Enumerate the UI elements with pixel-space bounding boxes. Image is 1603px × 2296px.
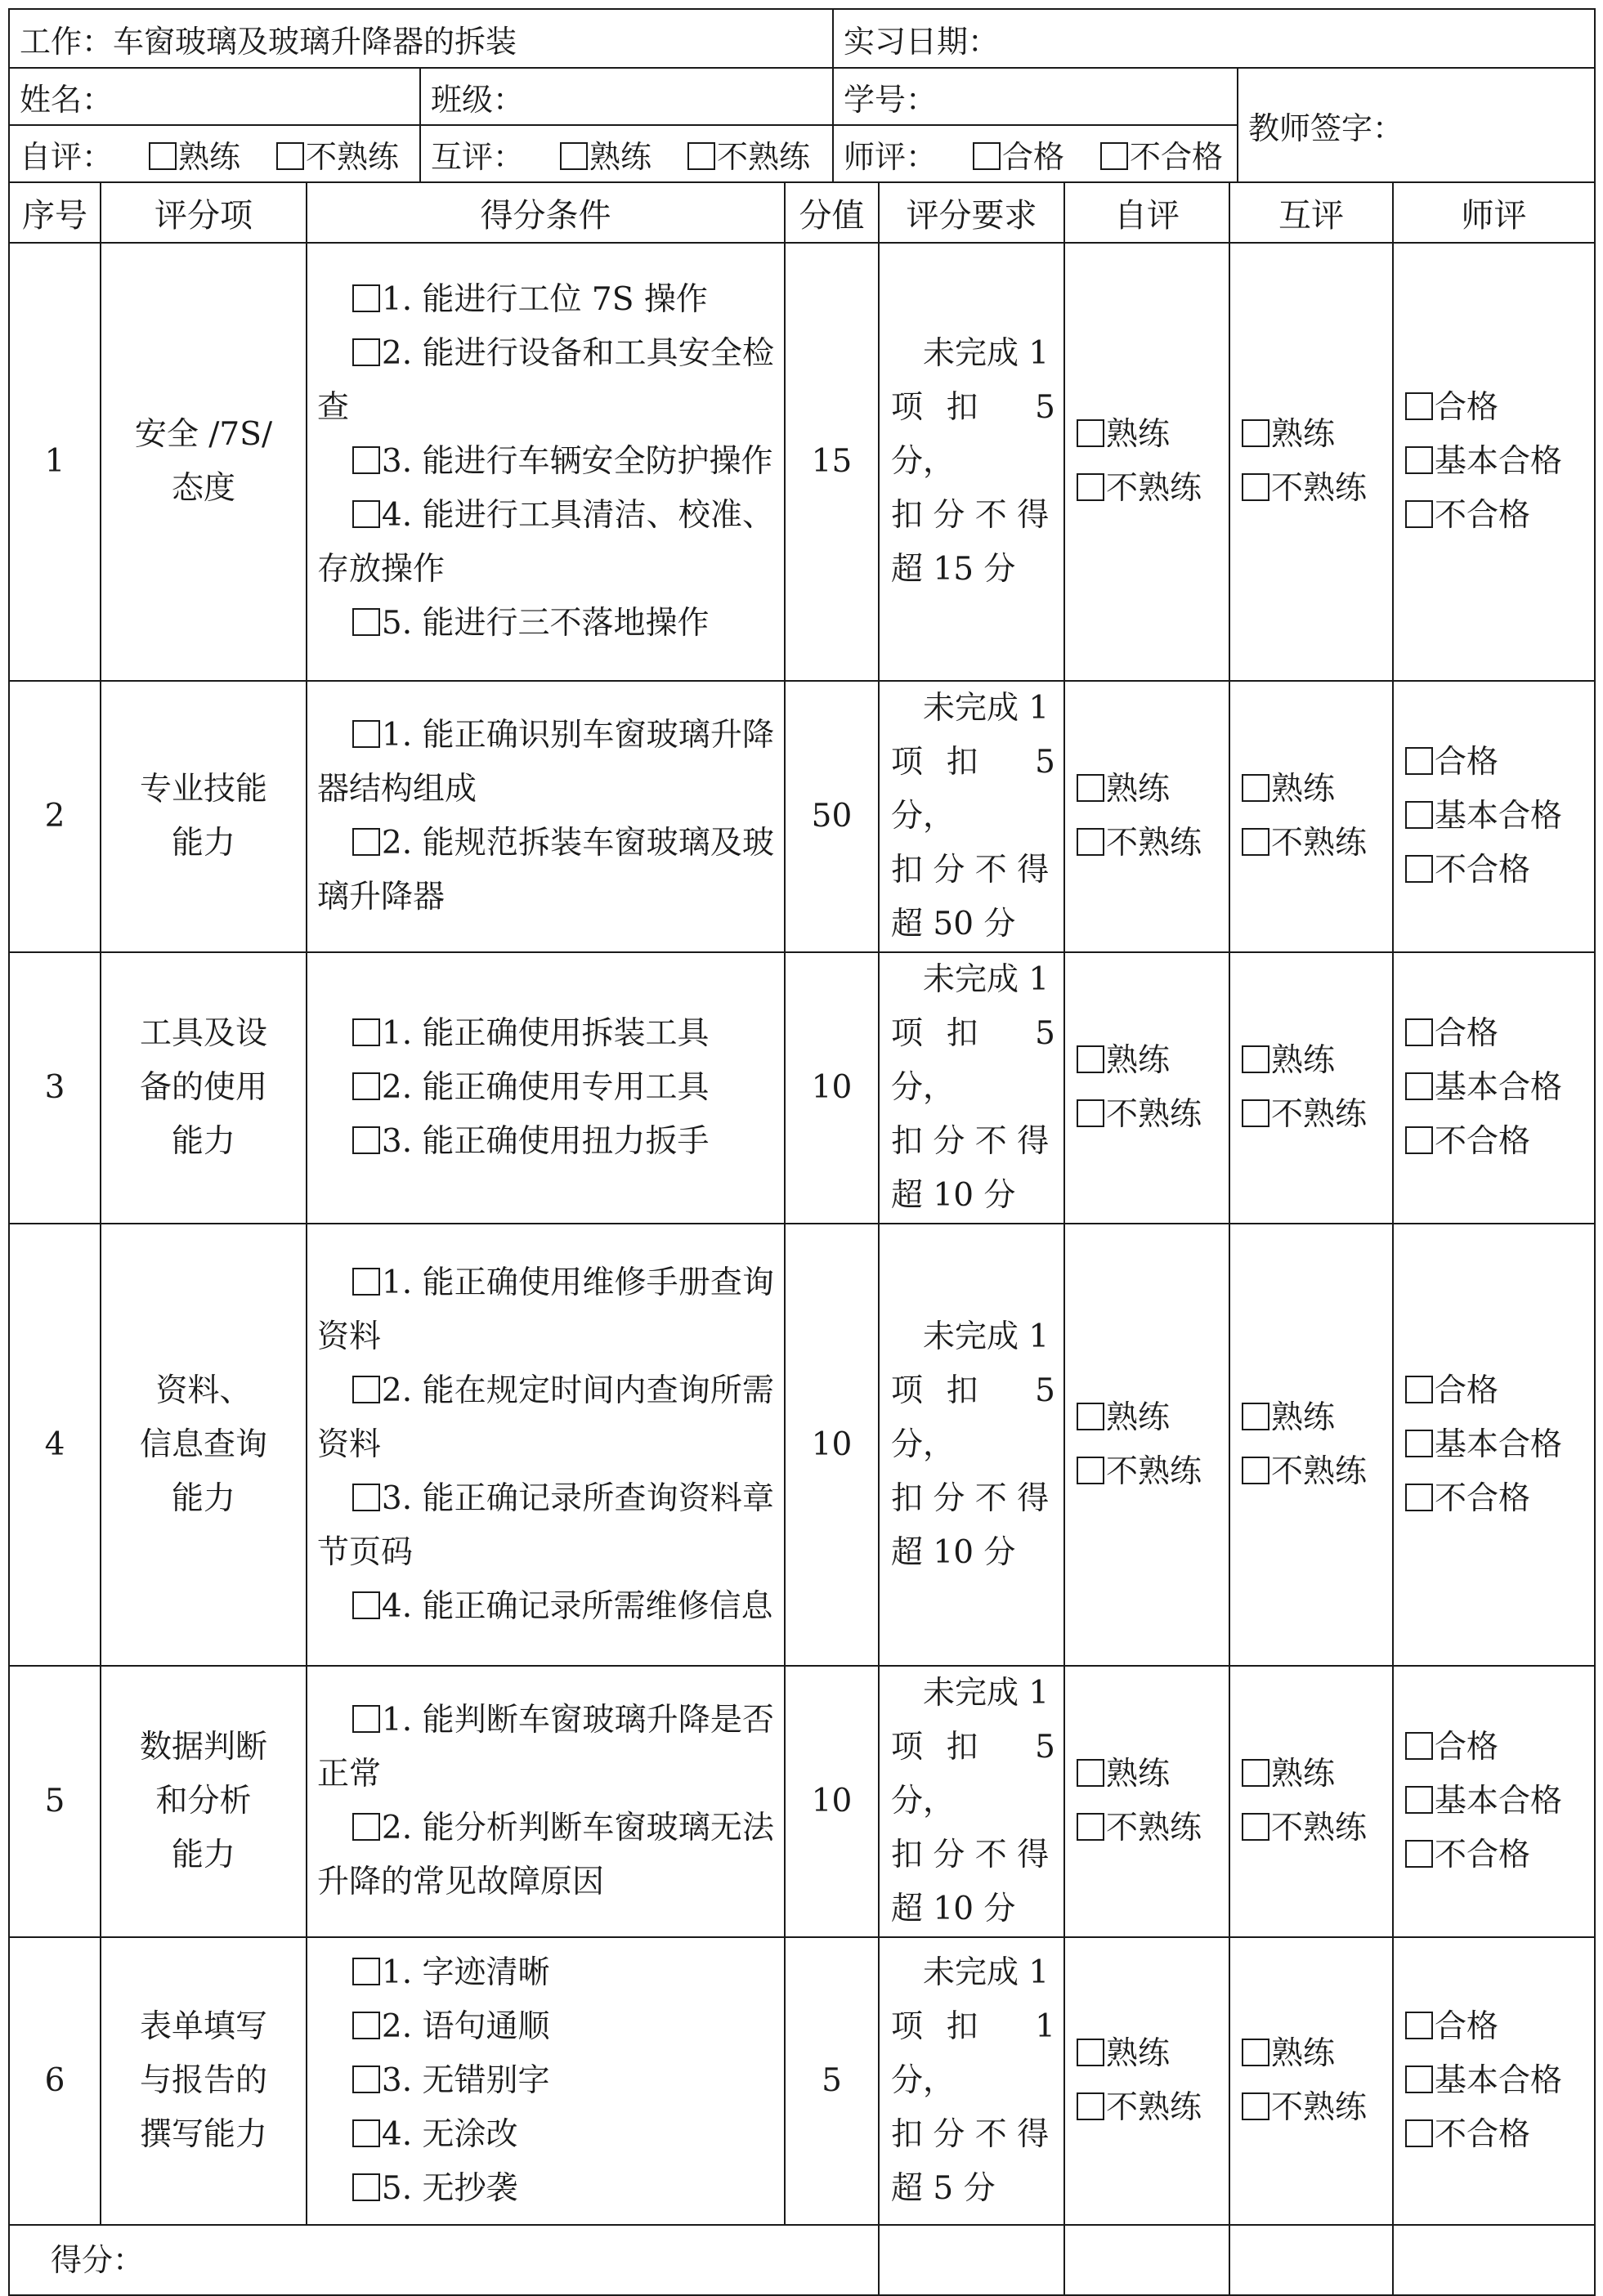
row-self-eval xyxy=(1064,1224,1229,1666)
row-number: 6 xyxy=(9,1937,101,2225)
checkbox-icon[interactable] xyxy=(1077,1403,1104,1430)
row-teacher-eval xyxy=(1393,1224,1595,1666)
checkbox-icon[interactable] xyxy=(1405,801,1433,829)
requirement-line: 扣 分 不 得 xyxy=(891,2116,1050,2153)
condition-item[interactable]: 1. 能正确使用拆装工具 xyxy=(317,1007,774,1061)
checkbox-icon[interactable] xyxy=(352,446,380,474)
col-conditions: 得分条件 xyxy=(307,182,785,243)
checkbox-icon[interactable] xyxy=(1405,1484,1433,1511)
peer-not-proficient-option[interactable]: 不熟练 xyxy=(1242,462,1392,516)
row-item-line: 态度 xyxy=(171,470,235,507)
score-total-row xyxy=(9,2225,1595,2295)
requirement-line: 扣 分 不 得 xyxy=(891,497,1050,534)
requirement-line: 项扣 5 分， xyxy=(891,1015,1055,1106)
checkbox-icon[interactable] xyxy=(352,2119,380,2147)
condition-item[interactable]: 1. 字迹清晰 xyxy=(317,1946,774,2000)
checkbox-icon[interactable] xyxy=(1405,1126,1433,1154)
condition-item[interactable]: 4. 能进行工具清洁、校准、存放操作 xyxy=(317,497,774,588)
score-total-peer-cell[interactable] xyxy=(1229,2225,1393,2295)
requirement-line: 未完成 1 xyxy=(923,1675,1050,1712)
checkbox-icon[interactable] xyxy=(1242,1099,1269,1127)
row-self-eval xyxy=(1064,1937,1229,2225)
work-title: 工作：车窗玻璃及玻璃升降器的拆装 xyxy=(9,9,833,68)
row-number: 2 xyxy=(9,681,101,952)
checkbox-icon[interactable] xyxy=(1242,419,1269,447)
self-proficient-option[interactable]: 熟练 xyxy=(1077,1391,1229,1445)
checkbox-icon[interactable] xyxy=(352,2012,380,2039)
checkbox-icon[interactable] xyxy=(352,1705,380,1733)
requirement-line: 未完成 1 xyxy=(923,961,1050,998)
checkbox-icon[interactable] xyxy=(1405,855,1433,883)
row-score: 10 xyxy=(785,952,879,1224)
condition-item[interactable]: 3. 能正确记录所查询资料章节页码 xyxy=(317,1479,774,1571)
requirement-line: 扣 分 不 得 xyxy=(891,852,1050,888)
peer-proficient-option[interactable]: 熟练 xyxy=(1242,1391,1392,1445)
teacher-fail-option[interactable]: 不合格 xyxy=(1405,2108,1594,2162)
row-item-line: 表单填写 xyxy=(139,2008,267,2045)
row-score: 10 xyxy=(785,1224,879,1666)
self-proficient-option[interactable]: 熟练 xyxy=(1077,1748,1229,1801)
condition-item[interactable]: 2. 能规范拆装车窗玻璃及玻璃升降器 xyxy=(317,825,774,915)
row-requirement xyxy=(879,952,1064,1224)
requirement-line: 项扣 5 分， xyxy=(891,1372,1055,1463)
peer-proficient-option[interactable]: 熟练 xyxy=(1242,1034,1392,1088)
row-peer-eval xyxy=(1229,1224,1393,1666)
checkbox-icon[interactable] xyxy=(1405,1840,1433,1868)
teacher-pass-option[interactable]: 合格 xyxy=(1405,736,1594,790)
teacher-signature-field[interactable]: 教师签字： xyxy=(1238,68,1595,182)
col-requirement: 评分要求 xyxy=(879,182,1064,243)
row-self-eval xyxy=(1064,243,1229,681)
score-total-teacher-cell[interactable] xyxy=(1393,2225,1595,2295)
checkbox-icon[interactable] xyxy=(1077,1813,1104,1841)
checkbox-icon[interactable] xyxy=(1242,1813,1269,1841)
row-item-line: 能力 xyxy=(171,1479,235,1517)
row-item xyxy=(101,952,307,1224)
teacher-fail-option[interactable]: 不合格 xyxy=(1405,1472,1594,1526)
checkbox-icon[interactable] xyxy=(1405,1732,1433,1760)
condition-item[interactable]: 3. 能正确使用扭力扳手 xyxy=(317,1115,774,1169)
row-item xyxy=(101,1937,307,2225)
checkbox-icon[interactable] xyxy=(1405,500,1433,528)
teacher-basic-pass-option[interactable]: 基本合格 xyxy=(1405,1061,1594,1115)
checkbox-icon[interactable] xyxy=(1405,2119,1433,2147)
col-peer: 互评 xyxy=(1229,182,1393,243)
self-not-proficient-option[interactable]: 不熟练 xyxy=(1077,817,1229,871)
checkbox-icon[interactable] xyxy=(560,142,588,170)
checkbox-icon[interactable] xyxy=(1242,828,1269,856)
row-conditions xyxy=(307,243,785,681)
name-field[interactable]: 姓名： xyxy=(9,68,420,125)
teacher-basic-pass-option[interactable]: 基本合格 xyxy=(1405,435,1594,489)
teacher-pass-option[interactable]: 合格 xyxy=(1405,1007,1594,1061)
self-eval-opt1[interactable]: 熟练 xyxy=(149,139,240,175)
condition-item[interactable]: 5. 能进行三不落地操作 xyxy=(317,597,774,651)
self-proficient-option[interactable]: 熟练 xyxy=(1077,1034,1229,1088)
teacher-pass-option[interactable]: 合格 xyxy=(1405,381,1594,435)
checkbox-icon[interactable] xyxy=(352,1376,380,1403)
row-item-line: 资料、 xyxy=(155,1372,252,1409)
peer-eval-opt2[interactable]: 不熟练 xyxy=(687,139,810,175)
row-score: 5 xyxy=(785,1937,879,2225)
table-row xyxy=(9,243,1595,681)
condition-item[interactable]: 1. 能判断车窗玻璃升降是否正常 xyxy=(317,1702,774,1792)
row-item-line: 撰写能力 xyxy=(139,2116,267,2153)
row-number: 4 xyxy=(9,1224,101,1666)
row-self-eval xyxy=(1064,1666,1229,1937)
row-teacher-eval xyxy=(1393,952,1595,1224)
checkbox-icon[interactable] xyxy=(352,2066,380,2093)
peer-eval-opt1[interactable]: 熟练 xyxy=(560,139,651,175)
row-item xyxy=(101,681,307,952)
self-proficient-option[interactable]: 熟练 xyxy=(1077,763,1229,817)
row-requirement xyxy=(879,1666,1064,1937)
col-teacher: 师评 xyxy=(1393,182,1595,243)
checkbox-icon[interactable] xyxy=(352,1018,380,1046)
row-item-line: 和分析 xyxy=(155,1783,252,1819)
self-not-proficient-option[interactable]: 不熟练 xyxy=(1077,462,1229,516)
score-total-self-cell[interactable] xyxy=(1064,2225,1229,2295)
requirement-line: 超 10 分 xyxy=(891,1891,1016,1927)
requirement-line: 未完成 1 xyxy=(923,1954,1050,1991)
checkbox-icon[interactable] xyxy=(973,142,1001,170)
condition-item[interactable]: 1. 能正确使用维修手册查询资料 xyxy=(317,1264,774,1355)
checkbox-icon[interactable] xyxy=(149,142,177,170)
peer-eval-group xyxy=(420,125,833,182)
peer-not-proficient-option[interactable]: 不熟练 xyxy=(1242,1801,1392,1855)
requirement-line: 未完成 1 xyxy=(923,1318,1050,1355)
self-eval-group xyxy=(9,125,420,182)
teacher-pass-option[interactable]: 合格 xyxy=(1405,1364,1594,1418)
row-conditions xyxy=(307,1937,785,2225)
row-item xyxy=(101,243,307,681)
checkbox-icon[interactable] xyxy=(1405,1430,1433,1457)
row-requirement xyxy=(879,1937,1064,2225)
teacher-eval-opt2[interactable]: 不合格 xyxy=(1100,139,1223,175)
checkbox-icon[interactable] xyxy=(352,2173,380,2201)
condition-item[interactable]: 1. 能正确识别车窗玻璃升降器结构组成 xyxy=(317,717,774,808)
row-self-eval xyxy=(1064,952,1229,1224)
checkbox-icon[interactable] xyxy=(1077,774,1104,802)
teacher-fail-option[interactable]: 不合格 xyxy=(1405,1115,1594,1169)
requirement-line: 项扣 1 分， xyxy=(891,2008,1055,2099)
checkbox-icon[interactable] xyxy=(1405,446,1433,474)
requirement-line: 扣 分 不 得 xyxy=(891,1479,1050,1517)
row-self-eval xyxy=(1064,681,1229,952)
col-item: 评分项 xyxy=(101,182,307,243)
col-self: 自评 xyxy=(1064,182,1229,243)
self-not-proficient-option[interactable]: 不熟练 xyxy=(1077,2081,1229,2135)
condition-item[interactable]: 5. 无抄袭 xyxy=(317,2162,774,2216)
row-peer-eval xyxy=(1229,1666,1393,1937)
requirement-line: 超 15 分 xyxy=(891,551,1016,588)
row-item-line: 能力 xyxy=(171,1837,235,1873)
requirement-line: 超 50 分 xyxy=(891,906,1016,942)
table-row xyxy=(9,681,1595,952)
row-score: 10 xyxy=(785,1666,879,1937)
row-item xyxy=(101,1666,307,1937)
row-peer-eval xyxy=(1229,243,1393,681)
checkbox-icon[interactable] xyxy=(352,1072,380,1100)
self-not-proficient-option[interactable]: 不熟练 xyxy=(1077,1801,1229,1855)
row-requirement xyxy=(879,243,1064,681)
requirement-line: 未完成 1 xyxy=(923,335,1050,372)
row-item-line: 安全 /7S/ xyxy=(134,416,273,453)
requirement-line: 未完成 1 xyxy=(923,690,1050,727)
condition-item[interactable]: 4. 无涂改 xyxy=(317,2108,774,2162)
checkbox-icon[interactable] xyxy=(352,500,380,528)
peer-eval-label: 互评： xyxy=(431,138,525,175)
checkbox-icon[interactable] xyxy=(1077,828,1104,856)
peer-not-proficient-option[interactable]: 不熟练 xyxy=(1242,1088,1392,1142)
checkbox-icon[interactable] xyxy=(1405,392,1433,420)
teacher-basic-pass-option[interactable]: 基本合格 xyxy=(1405,1775,1594,1828)
requirement-line: 项扣 5 分， xyxy=(891,389,1055,480)
requirement-line: 超 10 分 xyxy=(891,1177,1016,1214)
teacher-pass-option[interactable]: 合格 xyxy=(1405,1721,1594,1775)
requirement-line: 项扣 5 分， xyxy=(891,744,1055,835)
score-total-label: 得分： xyxy=(9,2225,879,2295)
practice-date-field[interactable]: 实习日期： xyxy=(833,9,1595,68)
checkbox-icon[interactable] xyxy=(1077,1457,1104,1484)
row-item-line: 能力 xyxy=(171,825,235,862)
condition-item[interactable]: 1. 能进行工位 7S 操作 xyxy=(317,273,774,327)
row-conditions xyxy=(307,952,785,1224)
row-item-line: 备的使用 xyxy=(139,1069,267,1106)
teacher-basic-pass-option[interactable]: 基本合格 xyxy=(1405,2054,1594,2108)
condition-item[interactable]: 2. 能正确使用专用工具 xyxy=(317,1061,774,1115)
checkbox-icon[interactable] xyxy=(1077,2092,1104,2120)
table-row xyxy=(9,1937,1595,2225)
checkbox-icon[interactable] xyxy=(1405,1786,1433,1814)
condition-item[interactable]: 2. 能分析判断车窗玻璃无法升降的常见故障原因 xyxy=(317,1810,774,1900)
teacher-eval-group xyxy=(833,125,1238,182)
checkbox-icon[interactable] xyxy=(352,1591,380,1619)
class-field[interactable]: 班级： xyxy=(420,68,833,125)
checkbox-icon[interactable] xyxy=(352,284,380,312)
condition-item[interactable]: 2. 能进行设备和工具安全检查 xyxy=(317,335,774,426)
checkbox-icon[interactable] xyxy=(352,1268,380,1296)
self-proficient-option[interactable]: 熟练 xyxy=(1077,408,1229,462)
condition-item[interactable]: 2. 能在规定时间内查询所需资料 xyxy=(317,1372,774,1463)
row-requirement xyxy=(879,681,1064,952)
checkbox-icon[interactable] xyxy=(352,828,380,856)
column-header-row xyxy=(9,182,1595,243)
row-number: 5 xyxy=(9,1666,101,1937)
checkbox-icon[interactable] xyxy=(1077,1045,1104,1073)
checkbox-icon[interactable] xyxy=(1242,2039,1269,2066)
header-table xyxy=(8,8,1596,183)
row-score: 15 xyxy=(785,243,879,681)
checkbox-icon[interactable] xyxy=(1077,1099,1104,1127)
condition-item[interactable]: 2. 语句通顺 xyxy=(317,2000,774,2054)
row-peer-eval xyxy=(1229,952,1393,1224)
student-number-field[interactable]: 学号： xyxy=(833,68,1238,125)
row-item-line: 与报告的 xyxy=(139,2062,267,2099)
checkbox-icon[interactable] xyxy=(352,1958,380,1985)
requirement-line: 超 5 分 xyxy=(891,2170,996,2207)
teacher-pass-option[interactable]: 合格 xyxy=(1405,2000,1594,2054)
table-row xyxy=(9,1224,1595,1666)
col-score: 分值 xyxy=(785,182,879,243)
row-item-line: 数据判断 xyxy=(139,1729,267,1766)
checkbox-icon[interactable] xyxy=(276,142,304,170)
peer-proficient-option[interactable]: 熟练 xyxy=(1242,1748,1392,1801)
checkbox-icon[interactable] xyxy=(1242,774,1269,802)
checkbox-icon[interactable] xyxy=(687,142,715,170)
row-teacher-eval xyxy=(1393,681,1595,952)
checkbox-icon[interactable] xyxy=(1077,1759,1104,1787)
score-total-req-cell[interactable] xyxy=(879,2225,1064,2295)
teacher-fail-option[interactable]: 不合格 xyxy=(1405,489,1594,543)
checkbox-icon[interactable] xyxy=(352,1813,380,1841)
peer-proficient-option[interactable]: 熟练 xyxy=(1242,2027,1392,2081)
peer-not-proficient-option[interactable]: 不熟练 xyxy=(1242,1445,1392,1499)
row-item-line: 工具及设 xyxy=(139,1015,267,1052)
checkbox-icon[interactable] xyxy=(1405,1376,1433,1403)
requirement-line: 项扣 5 分， xyxy=(891,1729,1055,1819)
checkbox-icon[interactable] xyxy=(1077,419,1104,447)
checkbox-icon[interactable] xyxy=(1405,2012,1433,2039)
self-proficient-option[interactable]: 熟练 xyxy=(1077,2027,1229,2081)
checkbox-icon[interactable] xyxy=(1242,2092,1269,2120)
condition-item[interactable]: 3. 能进行车辆安全防护操作 xyxy=(317,435,774,489)
row-teacher-eval xyxy=(1393,1937,1595,2225)
requirement-line: 扣 分 不 得 xyxy=(891,1123,1050,1160)
row-item xyxy=(101,1224,307,1666)
requirement-line: 超 10 分 xyxy=(891,1533,1016,1571)
row-conditions xyxy=(307,681,785,952)
row-requirement xyxy=(879,1224,1064,1666)
checkbox-icon[interactable] xyxy=(352,338,380,366)
teacher-eval-opt1[interactable]: 合格 xyxy=(973,139,1064,175)
checkbox-icon[interactable] xyxy=(1100,142,1128,170)
self-eval-label: 自评： xyxy=(20,138,114,175)
checkbox-icon[interactable] xyxy=(1405,1018,1433,1046)
row-number: 1 xyxy=(9,243,101,681)
teacher-basic-pass-option[interactable]: 基本合格 xyxy=(1405,790,1594,844)
teacher-eval-label: 师评： xyxy=(844,138,938,175)
teacher-basic-pass-option[interactable]: 基本合格 xyxy=(1405,1418,1594,1472)
teacher-fail-option[interactable]: 不合格 xyxy=(1405,1828,1594,1882)
peer-not-proficient-option[interactable]: 不熟练 xyxy=(1242,2081,1392,2135)
row-item-line: 专业技能 xyxy=(139,771,267,808)
checkbox-icon[interactable] xyxy=(1242,1045,1269,1073)
self-not-proficient-option[interactable]: 不熟练 xyxy=(1077,1088,1229,1142)
scoring-table xyxy=(8,181,1596,2296)
peer-not-proficient-option[interactable]: 不熟练 xyxy=(1242,817,1392,871)
checkbox-icon[interactable] xyxy=(1242,1759,1269,1787)
checkbox-icon[interactable] xyxy=(1405,1072,1433,1100)
condition-item[interactable]: 4. 能正确记录所需维修信息 xyxy=(317,1580,774,1634)
peer-proficient-option[interactable]: 熟练 xyxy=(1242,408,1392,462)
row-peer-eval xyxy=(1229,681,1393,952)
self-not-proficient-option[interactable]: 不熟练 xyxy=(1077,1445,1229,1499)
checkbox-icon[interactable] xyxy=(1077,473,1104,501)
row-score: 50 xyxy=(785,681,879,952)
row-item-line: 能力 xyxy=(171,1123,235,1160)
checkbox-icon[interactable] xyxy=(352,720,380,748)
checkbox-icon[interactable] xyxy=(352,1126,380,1154)
checkbox-icon[interactable] xyxy=(352,608,380,636)
checkbox-icon[interactable] xyxy=(1242,1457,1269,1484)
row-conditions xyxy=(307,1224,785,1666)
col-no: 序号 xyxy=(9,182,101,243)
requirement-line: 扣 分 不 得 xyxy=(891,1837,1050,1873)
row-peer-eval xyxy=(1229,1937,1393,2225)
teacher-fail-option[interactable]: 不合格 xyxy=(1405,844,1594,897)
checkbox-icon[interactable] xyxy=(1405,2066,1433,2093)
peer-proficient-option[interactable]: 熟练 xyxy=(1242,763,1392,817)
checkbox-icon[interactable] xyxy=(352,1484,380,1511)
self-eval-opt2[interactable]: 不熟练 xyxy=(276,139,399,175)
row-item-line: 信息查询 xyxy=(139,1425,267,1463)
checkbox-icon[interactable] xyxy=(1077,2039,1104,2066)
row-teacher-eval xyxy=(1393,243,1595,681)
row-number: 3 xyxy=(9,952,101,1224)
row-teacher-eval xyxy=(1393,1666,1595,1937)
table-row xyxy=(9,1666,1595,1937)
checkbox-icon[interactable] xyxy=(1405,747,1433,775)
checkbox-icon[interactable] xyxy=(1242,1403,1269,1430)
checkbox-icon[interactable] xyxy=(1242,473,1269,501)
row-conditions xyxy=(307,1666,785,1937)
condition-item[interactable]: 3. 无错别字 xyxy=(317,2054,774,2108)
table-row xyxy=(9,952,1595,1224)
